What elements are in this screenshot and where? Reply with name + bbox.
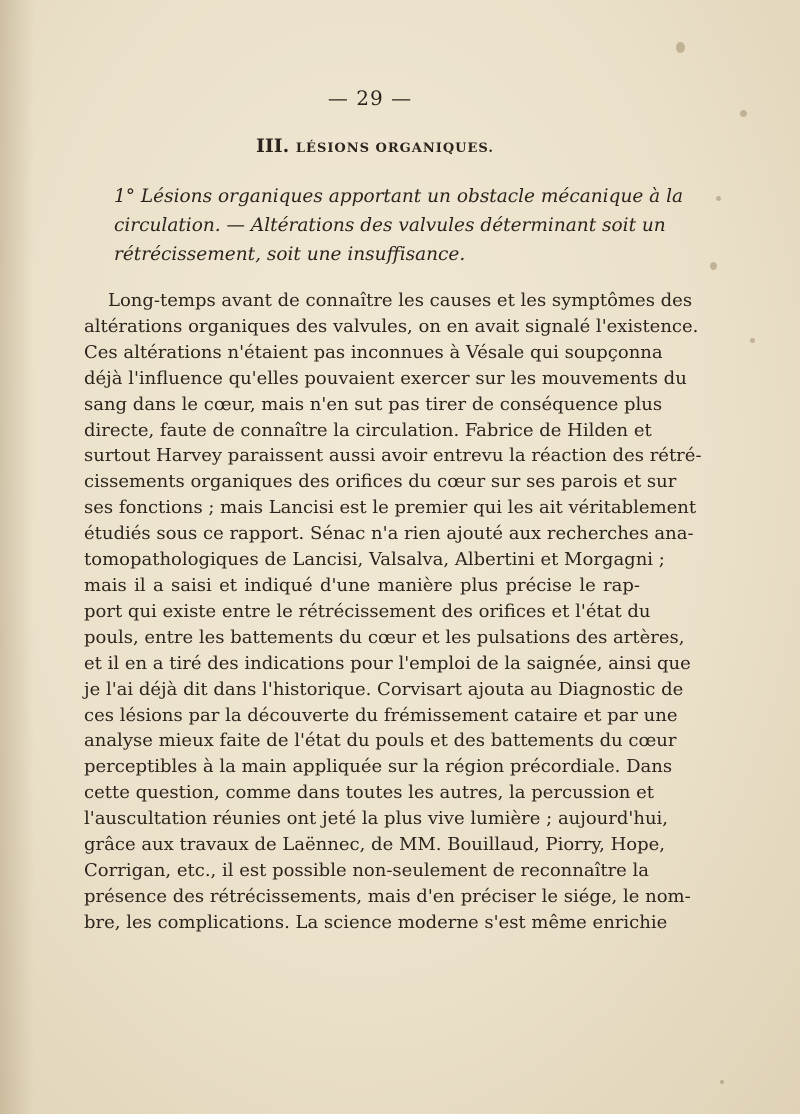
foxing-spot bbox=[720, 1080, 724, 1084]
foxing-spot bbox=[716, 196, 721, 201]
foxing-spot bbox=[750, 338, 755, 343]
text-line: pouls, entre les battements du cœur et les pulsations des artères, bbox=[84, 626, 685, 648]
text-line: présence des rétrécissements, mais d'en préciser le siége, le nom- bbox=[84, 885, 691, 907]
foxing-spot bbox=[676, 42, 685, 53]
foxing-spot bbox=[740, 110, 747, 117]
text-line: déjà l'influence qu'elles pouvaient exercer sur les mouvements du bbox=[84, 367, 687, 389]
text-line: Long-temps avant de connaître les causes et les symptômes des bbox=[108, 290, 693, 311]
section-numeral: III. bbox=[256, 135, 290, 157]
text-line: grâce aux travaux de Laënnec, de MM. Bouillaud, Piorry, Hope, bbox=[84, 834, 666, 856]
text-line: altérations organiques des valvules, on en avait signalé l'existence. bbox=[84, 315, 699, 337]
text-line: cissements organiques des orifices du cœur sur ses parois et sur bbox=[84, 471, 677, 493]
subheading-line: circulation. — Altérations des valvules déterminant soit un bbox=[114, 215, 666, 236]
text-line: mais il a saisi et indiqué d'une manière plus précise le rap- bbox=[84, 574, 640, 596]
foxing-spot bbox=[710, 262, 717, 270]
text-line: surtout Harvey paraissent aussi avoir entrevu la réaction des rétré- bbox=[84, 445, 702, 467]
subheading bbox=[114, 182, 684, 269]
text-line: ses fonctions ; mais Lancisi est le premier qui les ait véritablement bbox=[84, 497, 697, 519]
body-paragraph bbox=[84, 288, 702, 936]
text-line: perceptibles à la main appliquée sur la région précordiale. Dans bbox=[84, 756, 673, 778]
text-line: je l'ai déjà dit dans l'historique. Corvisart ajouta au Diagnostic de bbox=[84, 678, 684, 700]
text-line: tomopathologiques de Lancisi, Valsalva, Albertini et Morgagni ; bbox=[84, 549, 665, 571]
text-line: sang dans le cœur, mais n'en sut pas tirer de conséquence plus bbox=[84, 393, 663, 415]
text-line: bre, les complications. La science moderne s'est même enrichie bbox=[84, 911, 668, 933]
text-line: cette question, comme dans toutes les autres, la percussion et bbox=[84, 782, 654, 804]
text-line: l'auscultation réunies ont jeté la plus vive lumière ; aujourd'hui, bbox=[84, 808, 669, 830]
subheading-line: rétrécissement, soit une insuffisance. bbox=[114, 244, 466, 265]
section-heading bbox=[256, 135, 494, 157]
text-line: Ces altérations n'étaient pas inconnues à Vésale qui soupçonna bbox=[84, 341, 663, 363]
text-line: port qui existe entre le rétrécissement des orifices et l'état du bbox=[84, 600, 651, 622]
text-line: ces lésions par la découverte du frémissement cataire et par une bbox=[84, 704, 678, 726]
page-number: — 29 — bbox=[327, 86, 413, 110]
subheading-line: 1° Lésions organiques apportant un obstacle mécanique à la bbox=[114, 186, 684, 207]
text-line: et il en a tiré des indications pour l'emploi de la saignée, ainsi que bbox=[84, 652, 691, 674]
section-title: LÉSIONS ORGANIQUES. bbox=[295, 141, 494, 156]
text-line: Corrigan, etc., il est possible non-seulement de reconnaître la bbox=[84, 859, 650, 881]
text-line: étudiés sous ce rapport. Sénac n'a rien ajouté aux recherches ana- bbox=[84, 523, 694, 545]
text-line: analyse mieux faite de l'état du pouls et des battements du cœur bbox=[84, 730, 677, 752]
text-line: directe, faute de connaître la circulation. Fabrice de Hilden et bbox=[84, 419, 652, 441]
